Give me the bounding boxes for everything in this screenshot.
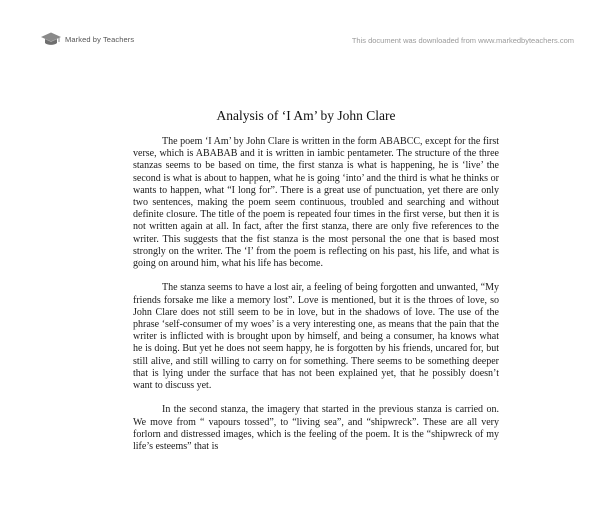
logo-text: Marked by Teachers xyxy=(65,34,135,44)
document-title: Analysis of ‘I Am’ by John Clare xyxy=(216,108,396,123)
marked-by-teachers-logo[interactable] xyxy=(40,31,134,47)
paragraph: The poem ‘I Am’ by John Clare is written in the form ABABCC, except for the first verse, which is ABABAB and it is written in iambic pentameter. The structure of the three stanzas seems to be based on time, the first stanza is what is happening, he is ‘live’ the second is what is about to happen, what he is going ‘into’ and the third is what he thinks or wants to happen, what “I long for”. There is a great use of punctuation, yet there are only two sentences, making the poem seem continuous, troubled and searching and without definite closure. The title of the poem is repeated four times in the first verse, but then it is not written again at all. In fact, after the first stanza, there are only five references to the writer. This suggests that the fist stanza is the most personal the one that is based most strongly on the writer. The ‘I’ from the poem is reflecting on his past, his life, and what is going on around him, what his life has become. xyxy=(133,136,499,270)
page-header xyxy=(40,31,588,51)
download-source-note: This document was downloaded from www.markedbyteachers.com xyxy=(351,36,574,45)
paragraph: In the second stanza, the imagery that started in the previous stanza is carried on. We move from “ vapours tossed”, to “living sea”, and “shipwreck”. These are all very forlorn and distressed images, which is the feeling of the poem. It is the “shipwreck of my life’s esteems” that is xyxy=(133,404,499,453)
paragraph: The stanza seems to have a lost air, a feeling of being forgotten and unwanted, “My friends forsake me like a memory lost”. Love is mentioned, but it is the throes of love, so John Clare does not still seem to be in love, but in the shadows of love. The use of the phrase ‘self-consumer of my woes’ is a very interesting one, as means that the pain that the writer is inflicted with is brought upon by himself, and being a consumer, ha knows what he is doing. But yet he does not seem happy, he is forgotten by his friends, uncared for, but still alive, and still willing to carry on for something. There seems to be something deeper that is lying under the surface that has not been explained yet, that he possibly doesn’t want to discuss yet. xyxy=(133,282,499,392)
graduation-cap-icon xyxy=(40,31,62,47)
document-body xyxy=(133,136,499,465)
